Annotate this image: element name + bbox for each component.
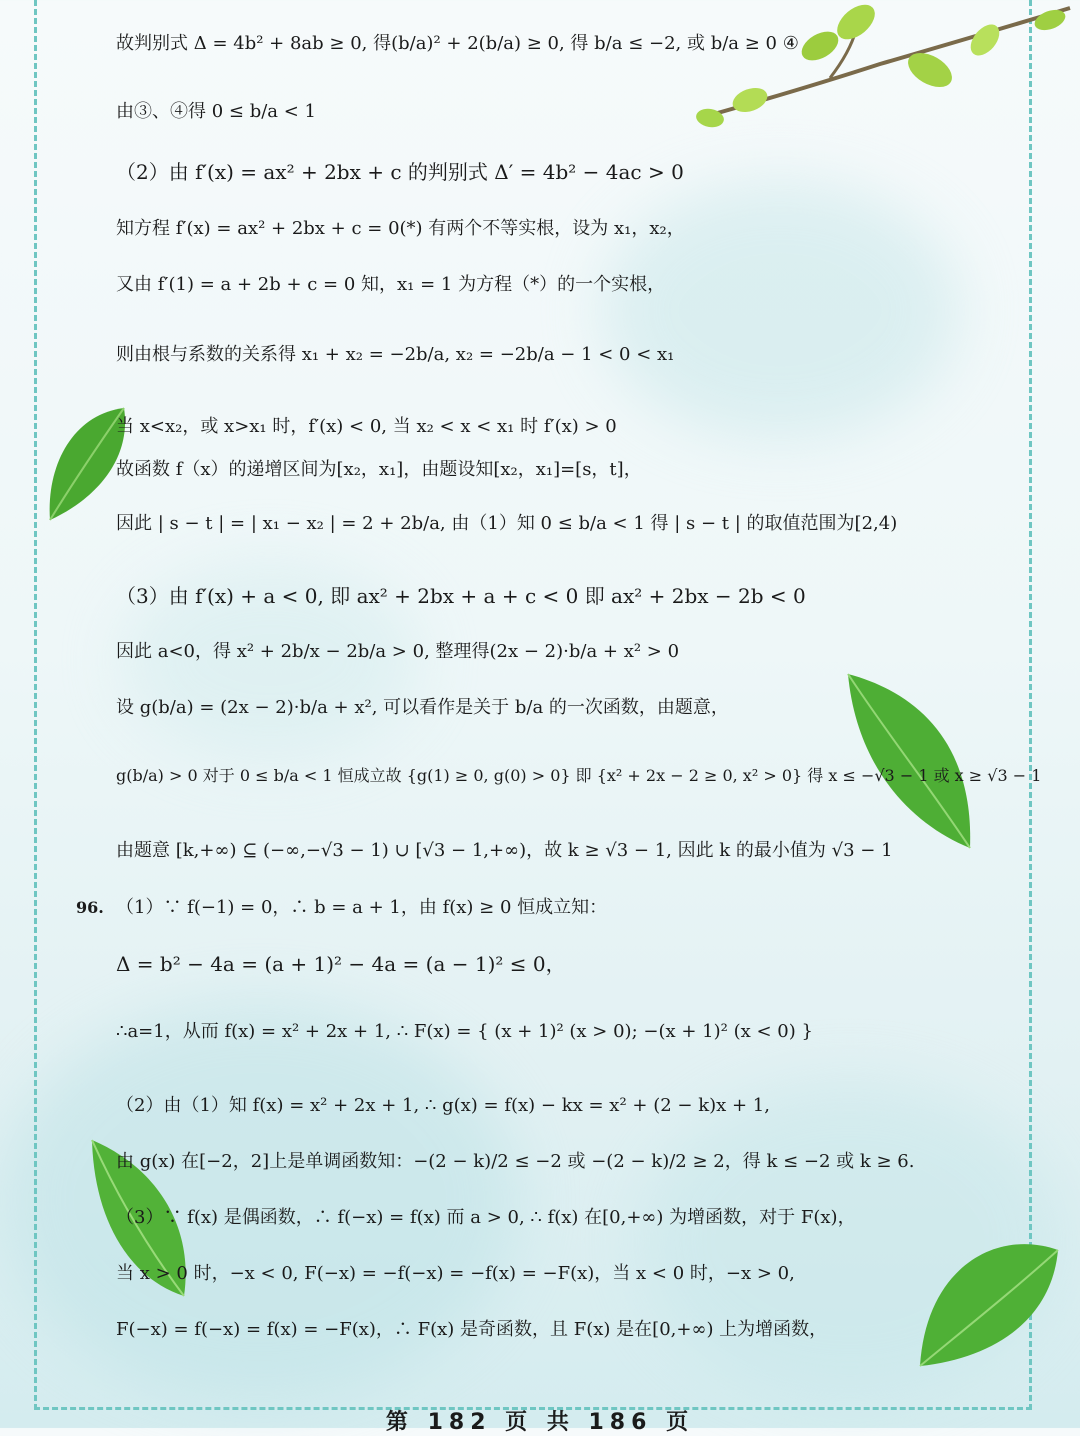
text-line: （3）∵ f(x) 是偶函数，∴ f(−x) = f(x) 而 a > 0, ∴ f(x) 在[0,+∞) 为增函数，对于 F(x)， — [116, 1207, 856, 1228]
text-line: （2）由 f′(x) = ax² + 2bx + c 的判别式 Δ′ = 4b² − 4ac > 0 — [116, 160, 684, 184]
page-footer: 第 182 页 共 186 页 — [385, 1410, 695, 1435]
text-line: 知方程 f′(x) = ax² + 2bx + c = 0(*) 有两个不等实根，设为 x₁，x₂， — [116, 218, 685, 239]
leaf-decoration — [916, 1228, 1062, 1368]
text-line: 因此 | s − t | = | x₁ − x₂ | = 2 + 2b/a, 由（1）知 0 ≤ b/a < 1 得 | s − t | 的取值范围为[2,4) — [116, 513, 898, 534]
text-line: F(−x) = f(−x) = f(x) = −F(x)，∴ F(x) 是奇函数，且 F(x) 是在[0,+∞) 上为增函数， — [116, 1319, 828, 1340]
text-line: 由题意 [k,+∞) ⊆ (−∞,−√3 − 1) ∪ [√3 − 1,+∞)，故 k ≥ √3 − 1, 因此 k 的最小值为 √3 − 1 — [116, 840, 893, 861]
text-line: 则由根与系数的关系得 x₁ + x₂ = −2b/a, x₂ = −2b/a − 1 < 0 < x₁ — [116, 344, 675, 365]
branch-leaves-decoration — [680, 0, 1080, 140]
text-line: 当 x > 0 时，−x < 0, F(−x) = −f(−x) = −f(x) = −F(x)，当 x < 0 时，−x > 0, — [116, 1263, 795, 1284]
text-line: （1）∵ f(−1) = 0，∴ b = a + 1，由 f(x) ≥ 0 恒成立知： — [116, 897, 608, 918]
text-line: g(b/a) > 0 对于 0 ≤ b/a < 1 恒成立故 {g(1) ≥ 0, g(0) > 0} 即 {x² + 2x − 2 ≥ 0, x² > 0} 得 x ≤ −√3 − 1 或 x ≥ √3 − 1 — [116, 766, 1042, 785]
text-line: 故判别式 Δ = 4b² + 8ab ≥ 0, 得(b/a)² + 2(b/a) ≥ 0, 得 b/a ≤ −2, 或 b/a ≥ 0 ④ — [116, 33, 799, 54]
text-line: 由③、④得 0 ≤ b/a < 1 — [116, 101, 316, 122]
text-line: 又由 f′(1) = a + 2b + c = 0 知，x₁ = 1 为方程（*）的一个实根， — [116, 274, 666, 295]
text-line: 设 g(b/a) = (2x − 2)·b/a + x², 可以看作是关于 b/a 的一次函数，由题意， — [116, 697, 729, 718]
text-line: 由 g(x) 在[−2，2]上是单调函数知：−(2 − k)/2 ≤ −2 或 −(2 − k)/2 ≥ 2，得 k ≤ −2 或 k ≥ 6. — [116, 1151, 915, 1172]
question-number: 96. — [76, 898, 104, 917]
text-line: 故函数 f（x）的递增区间为[x₂，x₁]，由题设知[x₂，x₁]=[s，t]， — [116, 459, 642, 480]
text-line: （2）由（1）知 f(x) = x² + 2x + 1, ∴ g(x) = f(x) − kx = x² + (2 − k)x + 1, — [116, 1095, 770, 1116]
text-line: Δ = b² − 4a = (a + 1)² − 4a = (a − 1)² ≤ 0， — [116, 952, 566, 976]
text-line: 当 x<x₂，或 x>x₁ 时，f′(x) < 0, 当 x₂ < x < x₁ 时 f′(x) > 0 — [116, 416, 617, 437]
text-line: 因此 a<0，得 x² + 2b/x − 2b/a > 0, 整理得(2x − 2)·b/a + x² > 0 — [116, 641, 680, 662]
leaf-decoration — [846, 672, 976, 852]
text-line: ∴a=1，从而 f(x) = x² + 2x + 1, ∴ F(x) = { (x + 1)² (x > 0); −(x + 1)² (x < 0) } — [116, 1021, 813, 1042]
text-line: （3）由 f′(x) + a < 0, 即 ax² + 2bx + a + c < 0 即 ax² + 2bx − 2b < 0 — [116, 584, 806, 608]
